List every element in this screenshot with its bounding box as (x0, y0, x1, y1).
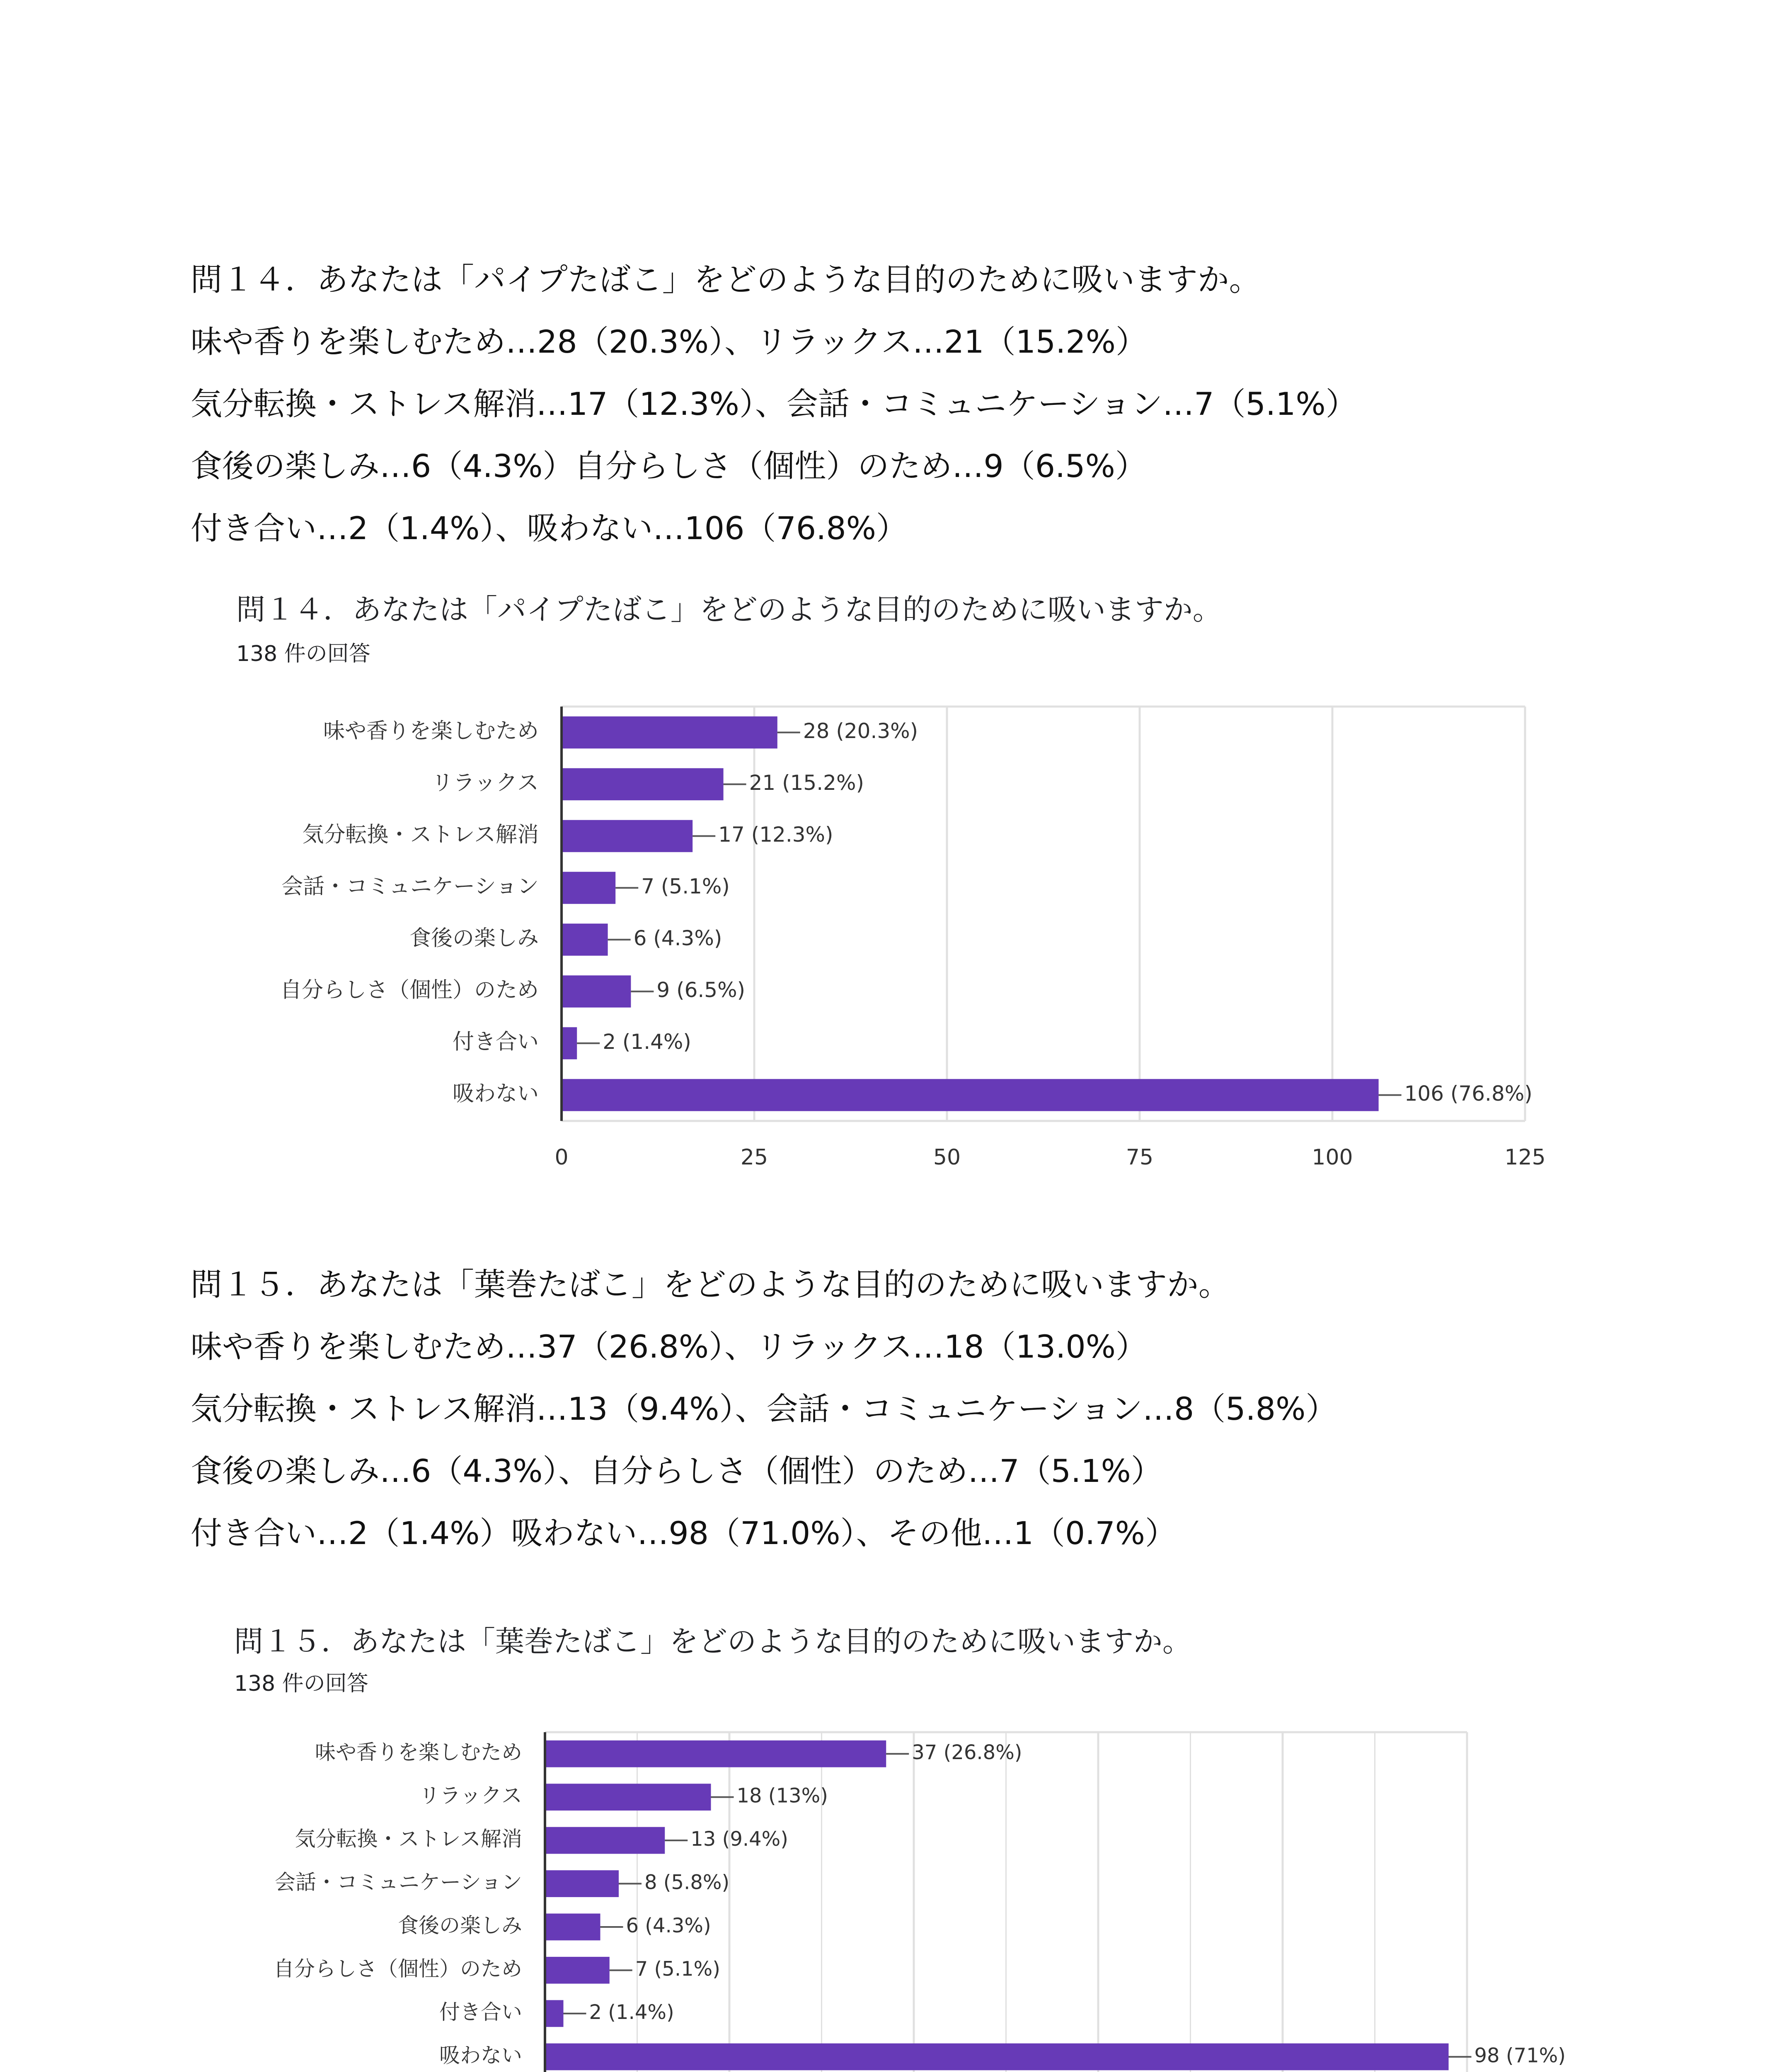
q14-line-1: 味や香りを楽しむため…28（20.3%）、リラックス…21（15.2%） (191, 323, 1148, 360)
chart14-title: 問１４．あなたは「パイプたばこ」をどのような目的のために吸いますか。 (236, 593, 1222, 627)
chart14-data-label: 9 (6.5%) (656, 978, 746, 1002)
chart15-bar (545, 1957, 610, 1984)
chart15-bar (545, 1784, 711, 1811)
q14-heading: 問１４．あなたは「パイプたばこ」をどのような目的のために吸いますか。 (191, 261, 1261, 298)
chart14-x-tick-label: 100 (1312, 1145, 1353, 1170)
chart15-category-label: 味や香りを楽しむため (315, 1740, 522, 1765)
chart14-data-label: 17 (12.3%) (718, 823, 833, 847)
chart14-subtitle: 138 件の回答 (236, 641, 370, 666)
chart15-title: 問１５．あなたは「葉巻たばこ」をどのような目的のために吸いますか。 (234, 1624, 1191, 1658)
chart14-category-label: 食後の楽しみ (409, 926, 539, 951)
chart14-data-label: 106 (76.8%) (1404, 1082, 1533, 1106)
chart15-data-label: 2 (1.4%) (589, 2000, 674, 2024)
chart15-data-label: 37 (26.8%) (912, 1741, 1022, 1765)
chart14-category-label: 気分転換・ストレス解消 (302, 822, 539, 847)
chart14-x-tick-label: 25 (740, 1145, 768, 1170)
chart15-bar (545, 2043, 1449, 2070)
chart14-x-tick-label: 125 (1504, 1145, 1546, 1170)
chart15-data-label: 7 (5.1%) (635, 1957, 720, 1981)
chart14-category-label: 自分らしさ（個性）のため (280, 978, 539, 1003)
chart14-data-label: 2 (1.4%) (603, 1030, 691, 1054)
chart15-category-label: 吸わない (439, 2043, 522, 2067)
chart15-category-label: 食後の楽しみ (398, 1913, 522, 1938)
chart15-category-label: 自分らしさ（個性）のため (274, 1956, 522, 1981)
chart15-bar (545, 1827, 665, 1854)
q14-line-2: 気分転換・ストレス解消…17（12.3%）、会話・コミュニケーション…7（5.1%） (191, 385, 1357, 422)
chart14-data-label: 28 (20.3%) (803, 719, 918, 743)
chart15-subtitle: 138 件の回答 (234, 1671, 368, 1696)
chart14-category-label: リラックス (431, 770, 539, 796)
q15-line-3: 食後の楽しみ…6（4.3%）、自分らしさ（個性）のため…7（5.1%） (191, 1452, 1162, 1489)
chart15-bar (545, 2000, 564, 2027)
chart15-bar (545, 1870, 619, 1897)
chart14-category-label: 付き合い (452, 1029, 539, 1055)
q14-line-3: 食後の楽しみ…6（4.3%）自分らしさ（個性）のため…9（6.5%） (191, 448, 1147, 484)
chart15-bar (545, 1740, 886, 1767)
chart14-category-label: 味や香りを楽しむため (323, 719, 539, 744)
chart14-category-label: 吸わない (452, 1081, 539, 1106)
chart14-data-label: 7 (5.1%) (641, 874, 730, 898)
chart15-category-label: 気分転換・ストレス解消 (295, 1827, 522, 1851)
chart15-data-label: 6 (4.3%) (626, 1914, 711, 1937)
q15-line-1: 味や香りを楽しむため…37（26.8%）、リラックス…18（13.0%） (191, 1328, 1148, 1365)
chart14-category-label: 会話・コミュニケーション (281, 874, 539, 899)
chart15-data-label: 8 (5.8%) (644, 1871, 730, 1894)
q15-line-2: 気分転換・ストレス解消…13（9.4%）、会話・コミュニケーション…8（5.8%） (191, 1390, 1337, 1427)
chart15-category-label: リラックス (419, 1784, 522, 1808)
chart14-x-tick-label: 75 (1126, 1145, 1154, 1170)
chart14-data-label: 21 (15.2%) (749, 771, 864, 795)
chart14-data-label: 6 (4.3%) (633, 926, 722, 950)
q14-line-4: 付き合い…2（1.4%）、吸わない…106（76.8%） (191, 510, 908, 547)
chart14-x-tick-label: 0 (554, 1145, 569, 1170)
chart15-bar (545, 1914, 600, 1941)
chart15-data-label: 13 (9.4%) (690, 1828, 788, 1851)
q15-heading: 問１５．あなたは「葉巻たばこ」をどのような目的のために吸いますか。 (191, 1266, 1230, 1303)
q15-line-4: 付き合い…2（1.4%）吸わない…98（71.0%）、その他…1（0.7%） (191, 1515, 1177, 1552)
chart15-category-label: 付き合い (439, 2000, 522, 2024)
chart15-data-label: 98 (71%) (1474, 2044, 1566, 2067)
chart15-data-label: 18 (13%) (736, 1784, 828, 1808)
chart15-category-label: 会話・コミュニケーション (275, 1870, 522, 1895)
chart14-x-tick-label: 50 (933, 1145, 961, 1170)
